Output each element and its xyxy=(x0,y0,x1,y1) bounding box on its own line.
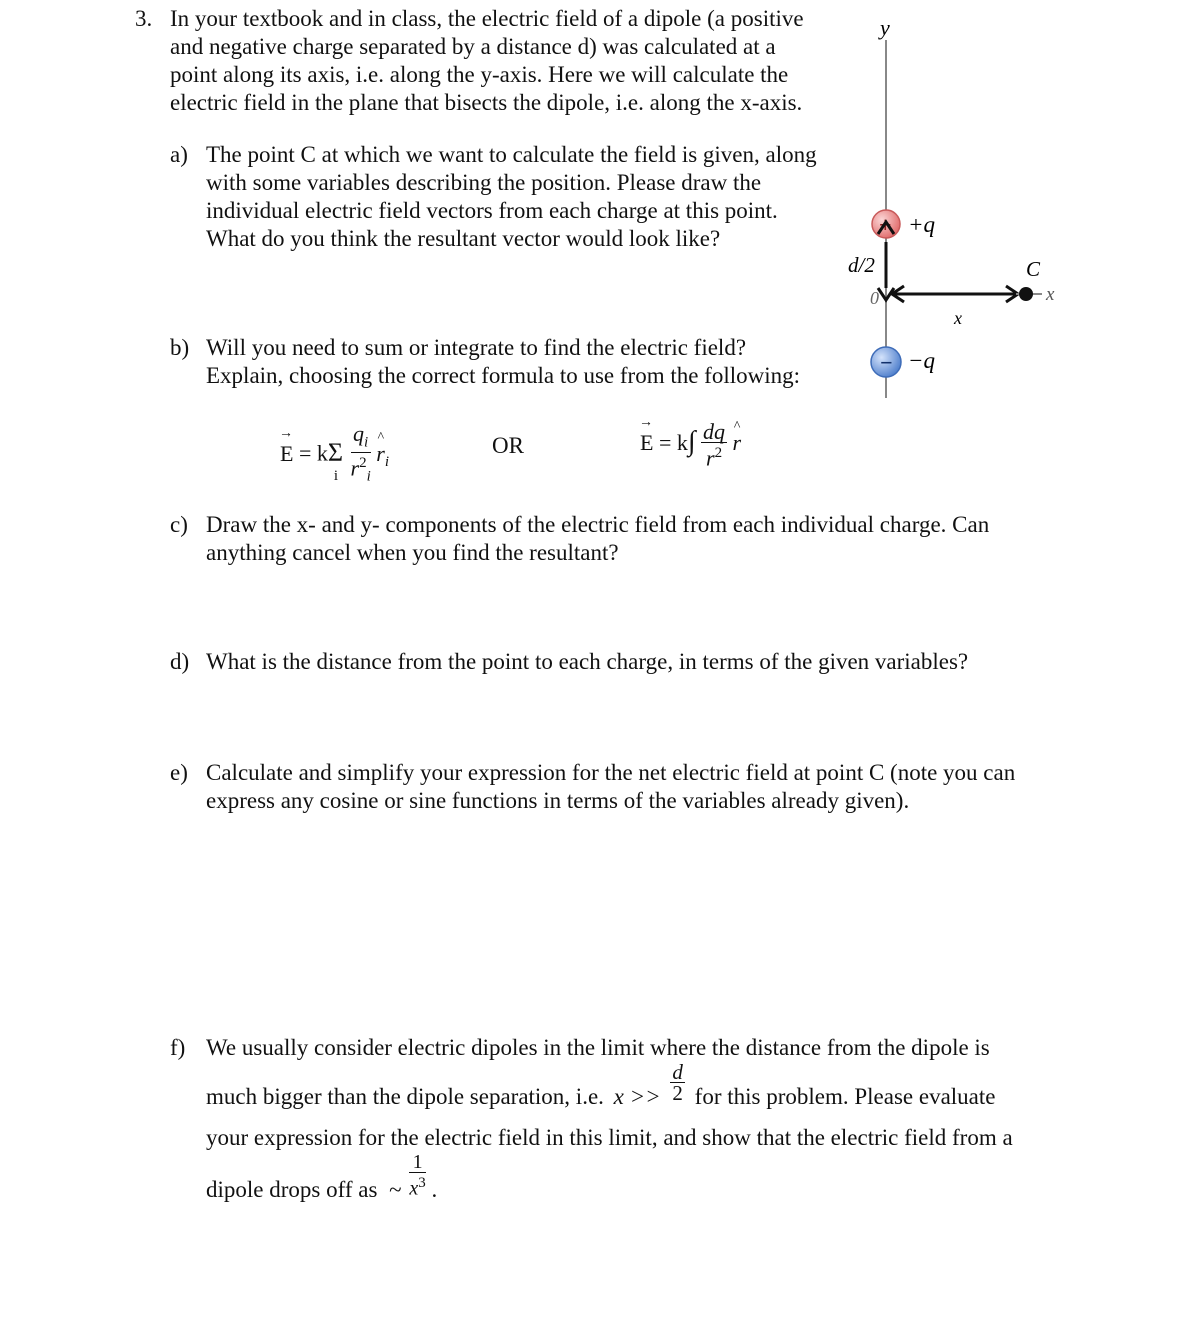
positive-charge-label: +q xyxy=(908,212,936,237)
part-e-label: e) xyxy=(170,760,188,785)
part-f-line-1: We usually consider electric dipoles in the limit where the distance from the dipole is xyxy=(206,1035,990,1060)
part-f-line-2 xyxy=(206,1060,996,1109)
part-d-line: What is the distance from the point to each charge, in terms of the given variables? xyxy=(206,649,969,674)
part-f-label: f) xyxy=(170,1035,186,1060)
equals-k: = k xyxy=(658,430,688,456)
intro-line: and negative charge separated by a distance d) was calculated at a xyxy=(170,34,776,59)
x-axis-label: x xyxy=(1046,284,1055,305)
part-c-label: c) xyxy=(170,512,188,537)
dropoff-fraction-den: x xyxy=(409,1177,419,1200)
unit-vector: ^ r xyxy=(376,441,385,467)
part-f-line-2-after: for this problem. Please evaluate xyxy=(694,1083,996,1109)
sum-denominator-sub: i xyxy=(366,469,371,486)
x-distance-label: x xyxy=(954,308,962,328)
part-c-line: anything cancel when you find the resultant? xyxy=(206,540,619,565)
sentence-period: . xyxy=(431,1176,438,1202)
negative-charge-label: −q xyxy=(908,348,936,373)
part-e-line: express any cosine or sine functions in terms of the variables already given). xyxy=(206,788,910,813)
unit-vector: ^ r xyxy=(733,430,742,456)
point-c xyxy=(1019,287,1033,301)
positive-sign: + xyxy=(879,212,892,237)
point-c-label: C xyxy=(1026,257,1041,281)
part-a-line: with some variables describing the position. Please draw the xyxy=(206,170,762,195)
limit-inequality: x >> xyxy=(613,1083,661,1109)
sigma-symbol: Σ xyxy=(327,437,344,467)
intro-line: point along its axis, i.e. along the y-axis. Here we will calculate the xyxy=(170,62,789,87)
intro-line: electric field in the plane that bisects the dipole, i.e. along the x-axis. xyxy=(170,90,803,115)
integral-formula xyxy=(640,419,742,471)
part-e-line: Calculate and simplify your expression for the net electric field at point C (note you can xyxy=(206,760,1016,785)
intro-line: In your textbook and in class, the electric field of a dipole (a positive xyxy=(170,6,804,31)
integral-denominator: r xyxy=(706,445,715,471)
negative-sign: − xyxy=(880,350,893,375)
sum-numerator: q xyxy=(353,421,365,446)
sigma-subscript: i xyxy=(333,467,339,484)
part-b-label: b) xyxy=(170,335,190,360)
integral-numerator: dq xyxy=(703,419,726,444)
part-a-text xyxy=(206,141,817,253)
dipole-diagram xyxy=(830,10,1070,410)
limit-fraction-num: d xyxy=(672,1060,683,1084)
field-symbol: → E xyxy=(640,430,653,456)
unit-vector-sub: i xyxy=(384,454,389,470)
sum-numerator-sub: i xyxy=(364,434,369,451)
sum-denominator: r xyxy=(350,455,360,481)
part-b-text xyxy=(206,334,800,390)
dropoff-fraction-exp: 3 xyxy=(418,1175,426,1191)
part-c-line: Draw the x- and y- components of the electric field from each individual charge. Can xyxy=(206,512,990,537)
question-number: 3. xyxy=(135,6,153,31)
or-label: OR xyxy=(492,433,524,458)
tilde-symbol: ~ xyxy=(389,1176,402,1202)
limit-fraction-den: 2 xyxy=(672,1081,683,1105)
sum-denominator-sup: 2 xyxy=(359,455,367,472)
part-f-line-3: your expression for the electric field in this limit, and show that the electric field from a xyxy=(206,1125,1013,1150)
part-e-text xyxy=(206,759,1015,815)
equals-k: = k xyxy=(298,440,328,466)
sum-formula xyxy=(280,421,389,487)
integral-denominator-sup: 2 xyxy=(714,445,723,461)
part-a-line: individual electric field vectors from each charge at this point. xyxy=(206,198,778,223)
part-f-line-4 xyxy=(206,1151,438,1202)
question-intro xyxy=(170,5,840,117)
part-a-line: The point C at which we want to calculate the field is given, along xyxy=(206,142,817,167)
y-axis-label: y xyxy=(880,15,890,40)
half-separation-label: d/2 xyxy=(848,253,875,277)
field-symbol: → E xyxy=(280,441,293,467)
part-b-line: Explain, choosing the correct formula to use from the following: xyxy=(206,363,801,388)
integral-symbol: ∫ xyxy=(687,426,696,458)
part-f-line-2-text: much bigger than the dipole separation, i.e. xyxy=(206,1083,604,1109)
part-b-line: Will you need to sum or integrate to find the electric field? xyxy=(206,335,747,360)
part-d-text xyxy=(206,648,968,676)
part-a-line: What do you think the resultant vector would look like? xyxy=(206,226,721,251)
part-d-label: d) xyxy=(170,649,190,674)
part-f-line-4-text: dipole drops off as xyxy=(206,1176,378,1202)
part-c-text xyxy=(206,511,989,567)
dropoff-fraction-num: 1 xyxy=(409,1152,425,1173)
origin-label: 0 xyxy=(870,288,879,308)
part-a-label: a) xyxy=(170,142,188,167)
